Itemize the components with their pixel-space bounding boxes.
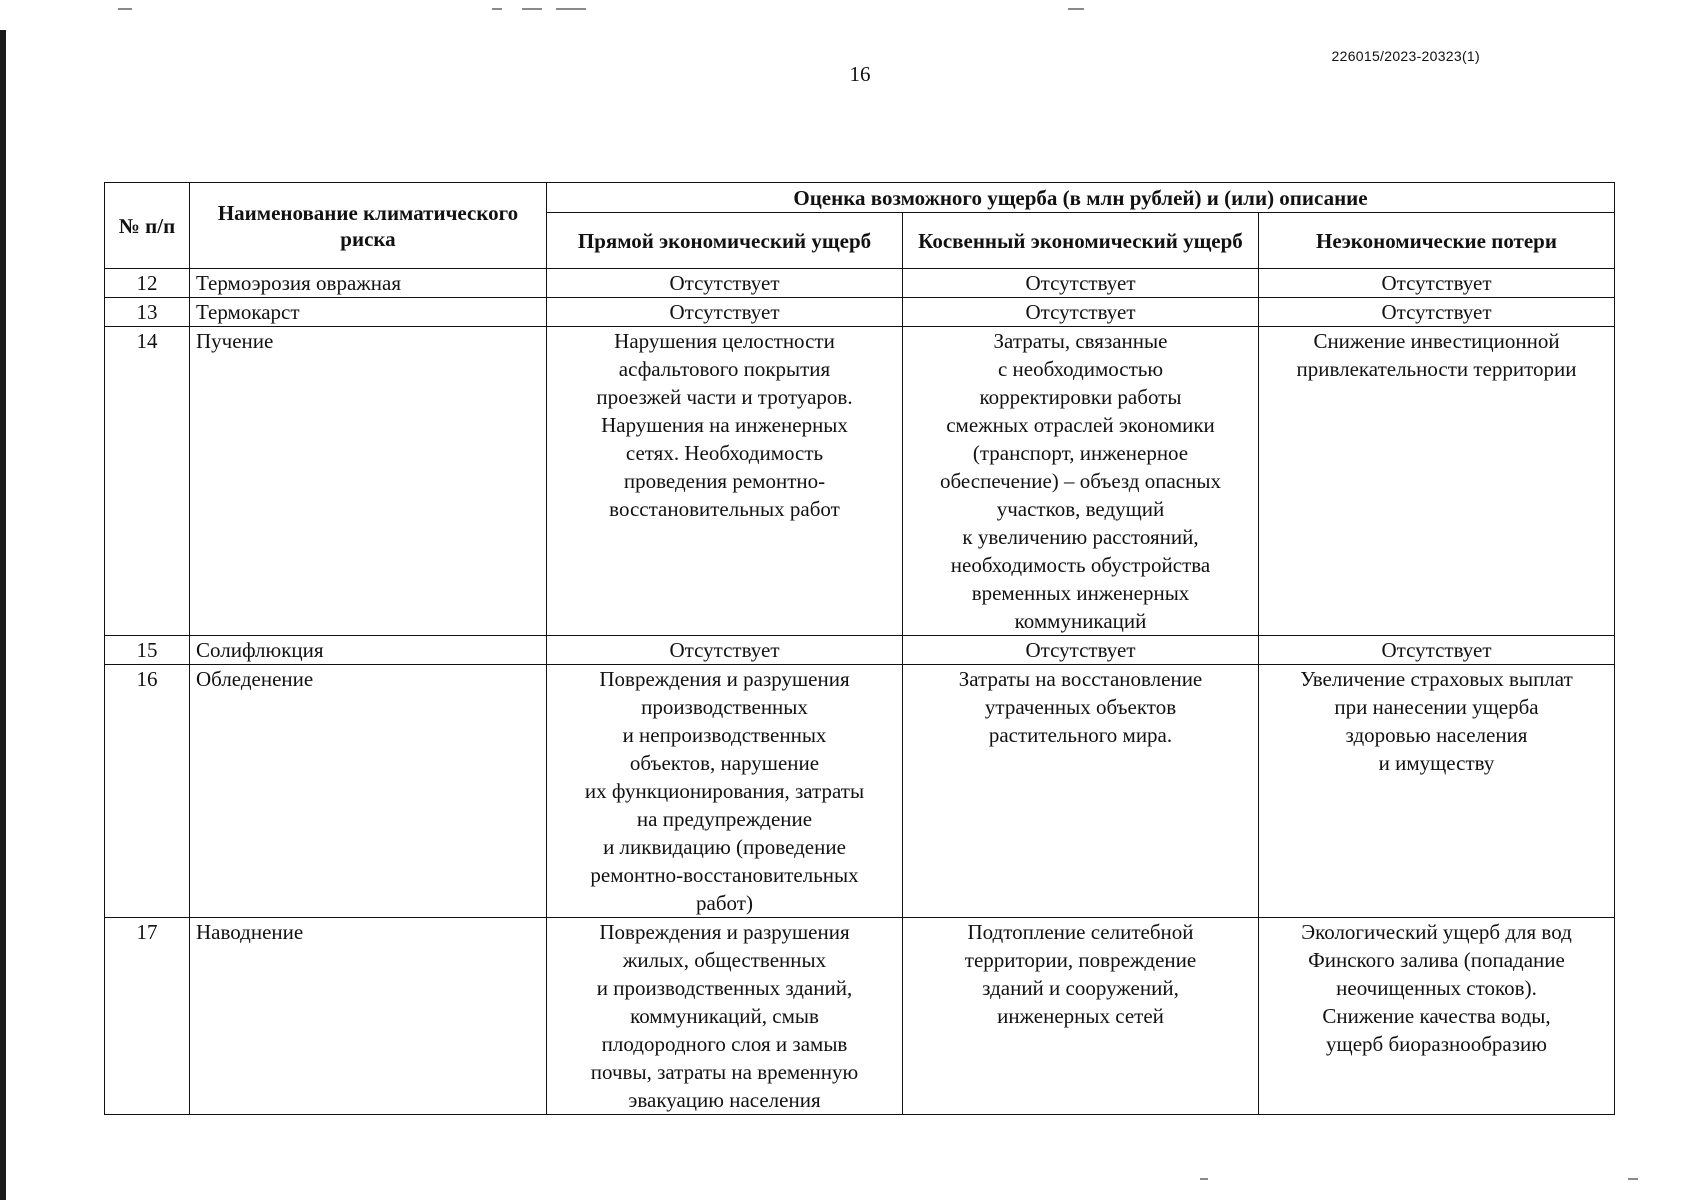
scan-mark [118, 8, 132, 10]
header-risk-name: Наименование климатического риска [190, 183, 547, 269]
direct-damage-cell: Повреждения и разрушения производственных и непроизводственных объектов, нарушение их функционирования, затраты на предупреждение и ликвидацию (проведение ремонтно-восстановительных работ) [547, 665, 903, 918]
row-number: 15 [105, 636, 190, 665]
indirect-damage-cell: Затраты на восстановление утраченных объектов растительного мира. [903, 665, 1259, 918]
scan-mark [1200, 1178, 1208, 1180]
document-id: 226015/2023-20323(1) [1331, 48, 1480, 64]
table-row [105, 918, 1615, 1115]
risk-name: Пучение [190, 327, 547, 636]
non-economic-cell: Отсутствует [1259, 636, 1615, 665]
scan-edge-shadow [0, 30, 6, 1200]
direct-damage-cell: Повреждения и разрушения жилых, общественных и производственных зданий, коммуникаций, смыв плодородного слоя и замыв почвы, затраты на временную эвакуацию населения [547, 918, 903, 1115]
direct-damage-cell: Отсутствует [547, 636, 903, 665]
table-header-row [105, 183, 1615, 213]
non-economic-cell: Снижение инвестиционной привлекательности территории [1259, 327, 1615, 636]
direct-damage-cell: Нарушения целостности асфальтового покрытия проезжей части и тротуаров. Нарушения на инженерных сетях. Необходимость проведения ремонтно- восстановительных работ [547, 327, 903, 636]
non-economic-cell: Увеличение страховых выплат при нанесении ущерба здоровью населения и имуществу [1259, 665, 1615, 918]
non-economic-cell: Отсутствует [1259, 298, 1615, 327]
header-damage-assessment: Оценка возможного ущерба (в млн рублей) и (или) описание [547, 183, 1615, 213]
header-indirect-damage: Косвенный экономический ущерб [903, 213, 1259, 269]
indirect-damage-cell: Отсутствует [903, 636, 1259, 665]
table-row [105, 636, 1615, 665]
scan-mark [522, 8, 542, 10]
header-direct-damage: Прямой экономический ущерб [547, 213, 903, 269]
non-economic-cell: Отсутствует [1259, 269, 1615, 298]
indirect-damage-cell: Затраты, связанные с необходимостью корректировки работы смежных отраслей экономики (транспорт, инженерное обеспечение) – объезд опасных участков, ведущий к увеличению расстояний, необходимость обустройства временных инженерных коммуникаций [903, 327, 1259, 636]
table-row [105, 327, 1615, 636]
row-number: 14 [105, 327, 190, 636]
indirect-damage-cell: Подтопление селитебной территории, повреждение зданий и сооружений, инженерных сетей [903, 918, 1259, 1115]
indirect-damage-cell: Отсутствует [903, 269, 1259, 298]
row-number: 12 [105, 269, 190, 298]
direct-damage-cell: Отсутствует [547, 298, 903, 327]
climate-risk-table [104, 182, 1615, 1115]
direct-damage-cell: Отсутствует [547, 269, 903, 298]
indirect-damage-cell: Отсутствует [903, 298, 1259, 327]
scan-mark [1628, 1178, 1638, 1180]
scan-mark [1068, 8, 1084, 10]
page-number: 16 [849, 62, 871, 86]
row-number: 16 [105, 665, 190, 918]
row-number: 13 [105, 298, 190, 327]
header-number: № п/п [105, 183, 190, 269]
non-economic-cell: Экологический ущерб для вод Финского залива (попадание неочищенных стоков). Снижение качества воды, ущерб биоразнообразию [1259, 918, 1615, 1115]
risk-name: Солифлюкция [190, 636, 547, 665]
scan-mark [492, 8, 502, 10]
risk-name: Наводнение [190, 918, 547, 1115]
row-number: 17 [105, 918, 190, 1115]
table-row [105, 665, 1615, 918]
risk-name: Обледенение [190, 665, 547, 918]
scan-mark [556, 8, 586, 10]
risk-name: Термокарст [190, 298, 547, 327]
table-row [105, 298, 1615, 327]
table-row [105, 269, 1615, 298]
risk-name: Термоэрозия овражная [190, 269, 547, 298]
header-non-economic-losses: Неэкономические потери [1259, 213, 1615, 269]
